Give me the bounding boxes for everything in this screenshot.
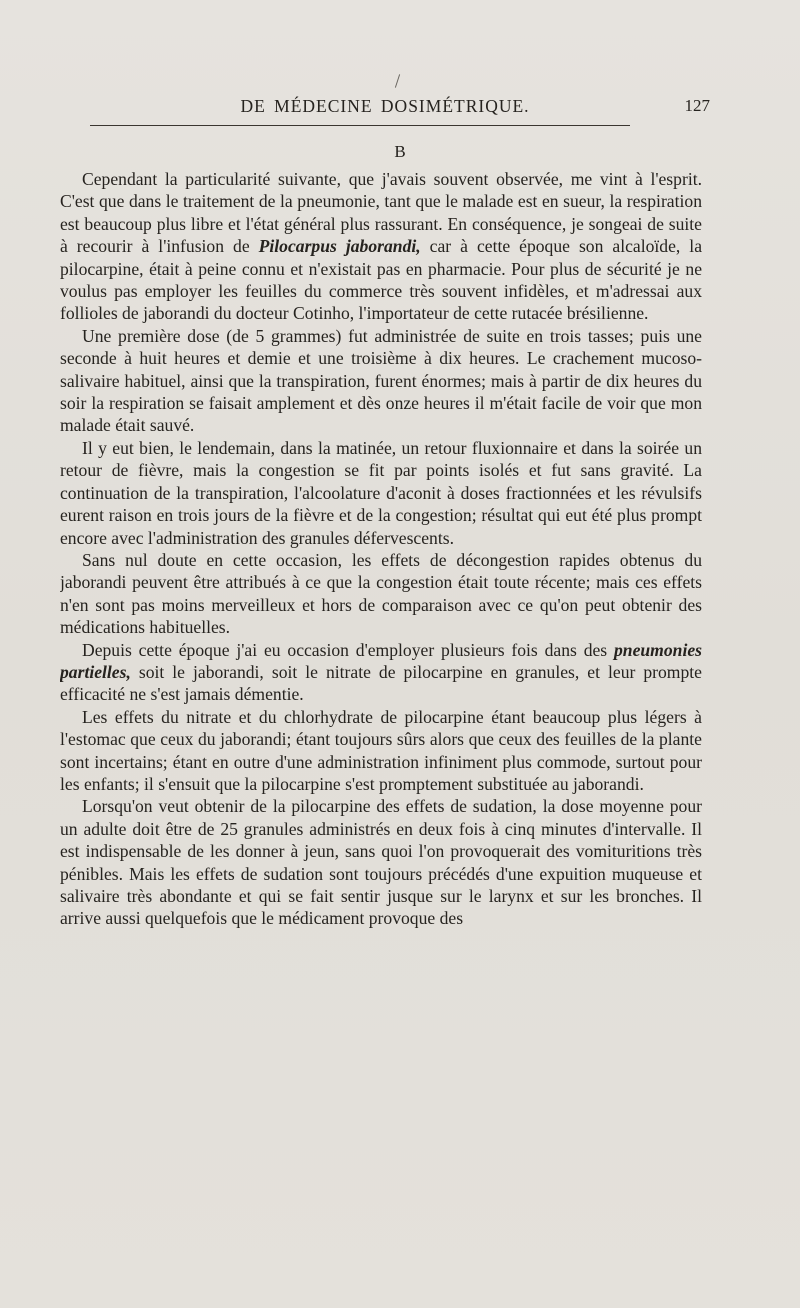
paragraph-1-text: Cependant la particularité suivante, que j'avais souvent observée, me vint à l'esprit. C'est que dans le traitement de la pneumonie, tant que le malade est en sueur, la respiration est beaucoup plus libre et l'état général plus rassurant. En conséquence, je songeai de suite à recourir à l'infusion de	[60, 169, 702, 257]
paragraph-1-text-after: car à cette époque son alcaloïde, la pilocarpine, était à peine connu et n'existait pas en pharmacie. Pour plus de sécurité je ne voulus pas employer les feuilles du commerce très souvent infidèles, et m'adressai aux follioles de jaborandi du docteur Cotinho, l'importateur de cette rutacée brésilienne.	[60, 236, 702, 324]
paragraph-1	[60, 168, 702, 325]
paper-mark	[395, 74, 400, 88]
paragraph-1-italic: Pilocarpus jaborandi,	[258, 236, 421, 257]
paragraph-5-text-after: soit le jaborandi, soit le nitrate de pilocarpine en granules, et leur prompte efficacité ne s'est jamais démentie.	[60, 661, 702, 705]
paragraph-5-text: Depuis cette époque j'ai eu occasion d'employer plusieurs fois dans des	[82, 639, 614, 660]
paragraph-7: Lorsqu'on veut obtenir de la pilocarpine des effets de sudation, la dose moyenne pour un adulte doit être de 25 granules administrés en deux fois à cinq minutes d'intervalle. Il est indispensable de les donner à jeun, sans quoi l'on provoquerait des vomituritions très pénibles. Mais les effets de sudation sont toujours précédés d'une expuition muqueuse et salivaire très abondante et qui se fait sentir jusque sur le larynx et sur les bronches. Il arrive aussi quelquefois que le médicament provoque des	[60, 796, 702, 929]
header-rule	[90, 125, 630, 126]
paragraph-3: Il y eut bien, le lendemain, dans la matinée, un retour fluxionnaire et dans la soirée un retour de fièvre, mais la congestion se fit par points isolés et fut sans gravité. La continuation de la transpiration, l'alcoolature d'aconit à doses fractionnées et les révulsifs eurent raison en trois jours de la fièvre et de la congestion; résultat qui eut été plus prompt encore avec l'administration des granules défervescents.	[60, 437, 702, 548]
paragraph-5-italic: pneumonies partielles,	[60, 639, 702, 682]
page-number: 127	[684, 96, 710, 115]
running-title: DE MÉDECINE DOSIMÉTRIQUE.	[240, 96, 530, 116]
paragraph-6: Les effets du nitrate et du chlorhydrate de pilocarpine étant beaucoup plus légers à l'estomac que ceux du jaborandi; étant toujours sûrs alors que ceux des feuilles de la plante sont incertains; étant en outre d'une administration infiniment plus commode, surtout pour les enfants; il s'ensuit que la pilocarpine s'est promptement substituée au jaborandi.	[60, 706, 702, 794]
section-letter: B	[394, 142, 406, 161]
paragraph-2: Une première dose (de 5 grammes) fut administrée de suite en trois tasses; puis une seconde à huit heures et demie et une troisième à dix heures. Le crachement mucoso-salivaire habituel, ainsi que la transpiration, furent énormes; mais à partir de dix heures du soir la respiration se faisait amplement et dès onze heures il m'était facile de voir que mon malade était sauvé.	[60, 325, 702, 436]
paragraph-4: Sans nul doute en cette occasion, les effets de décongestion rapides obtenus du jaborandi peuvent être attribués à ce que la congestion était toute récente; mais ces effets n'en sont pas moins merveilleux et hors de comparaison avec ce qu'on peut obtenir des médications habituelles.	[60, 549, 702, 638]
paragraph-5	[60, 639, 702, 706]
body-text	[60, 168, 702, 1288]
page-header	[60, 96, 710, 126]
